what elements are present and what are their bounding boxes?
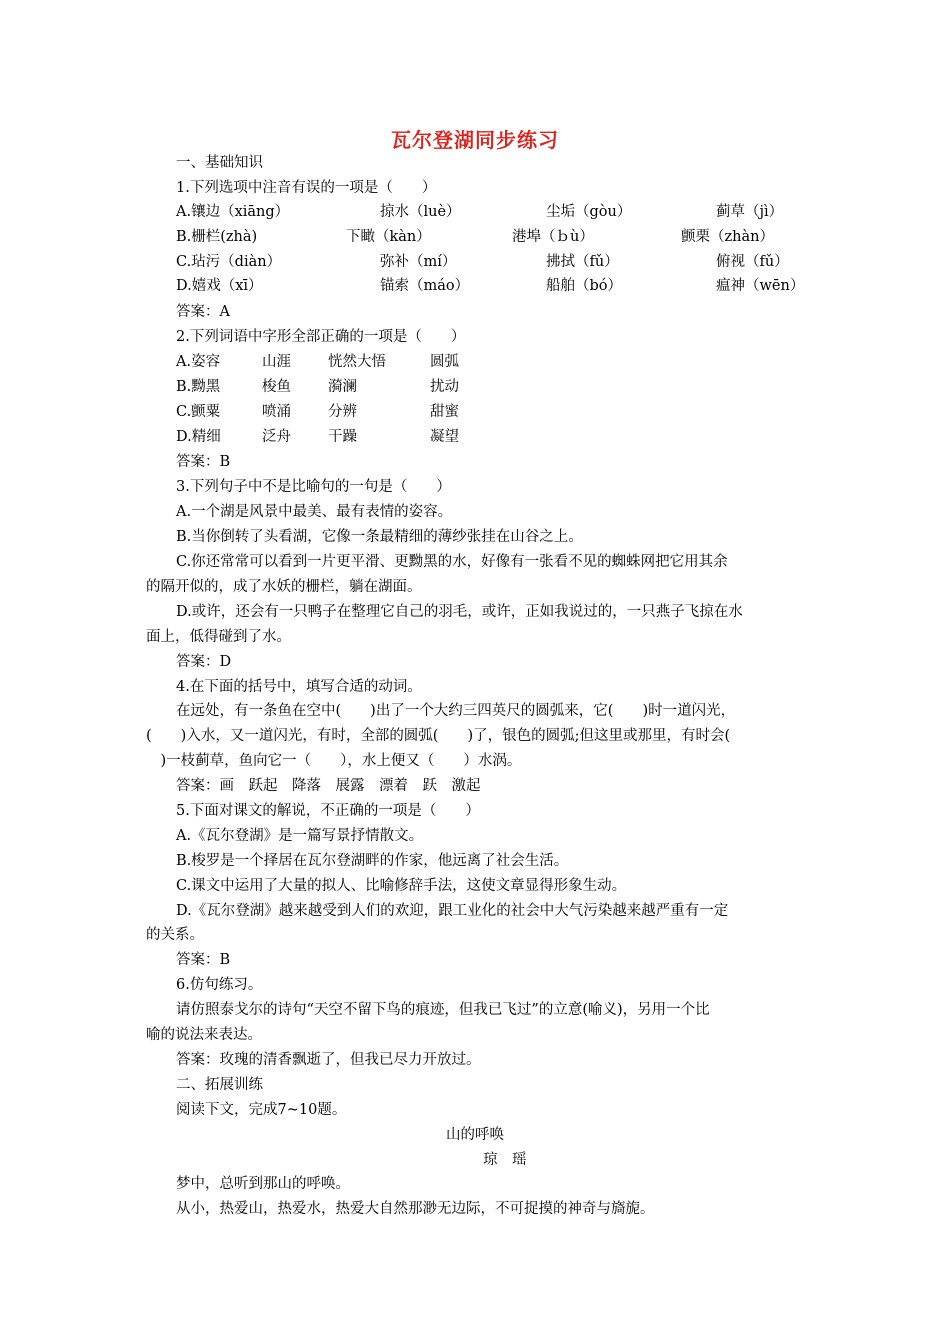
essay-paragraph-1: 梦中，总听到那山的呼唤。	[176, 1176, 350, 1192]
q1-option-c-1: C.玷污（diàn）	[176, 254, 282, 270]
question-2-answer: 答案：B	[176, 454, 231, 470]
q2-option-c-4: 甜蜜	[430, 404, 459, 420]
q5-option-b: B.梭罗是一个择居在瓦尔登湖畔的作家，他远离了社会生活。	[176, 853, 569, 869]
q2-option-a-1: A.姿容	[176, 354, 221, 370]
q3-option-d-line2: 面上，低得碰到了水。	[146, 629, 291, 645]
q2-option-a-2: 山涯	[262, 354, 291, 370]
q2-option-d-2: 泛舟	[262, 429, 291, 445]
question-3-answer: 答案：D	[176, 654, 232, 670]
q1-option-b-3: 港埠（ｂù）	[512, 229, 594, 245]
q5-option-d-line2: 的关系。	[146, 927, 204, 943]
q4-passage-line2: ( )入水，又一道闪光，有时，全部的圆弧( )了，银色的圆弧;但这里或那里，有时会(	[146, 728, 731, 744]
q1-option-c-4: 俯视（fǔ）	[716, 254, 789, 270]
q2-option-b-1: B.黝黑	[176, 379, 221, 395]
question-6-answer: 答案：玫瑰的清香飘逝了，但我已尽力开放过。	[176, 1052, 481, 1068]
q2-option-c-1: C.颤粟	[176, 404, 221, 420]
q1-option-a-1: A.镶边（xiāng）	[176, 204, 290, 220]
question-4-stem: 4.在下面的括号中，填写合适的动词。	[176, 679, 422, 695]
q4-passage-line1: 在远处，有一条鱼在空中( )出了一个大约三四英尺的圆弧来，它( )时一道闪光，	[176, 703, 736, 719]
q6-prompt-line1: 请仿照泰戈尔的诗句“天空不留下鸟的痕迹，但我已飞过”的立意(喻义)，另用一个比	[176, 1002, 710, 1018]
q2-option-b-2: 梭鱼	[262, 379, 291, 395]
q2-option-d-3: 干躁	[328, 429, 357, 445]
q1-option-c-2: 弥补（mí）	[380, 254, 457, 270]
q1-option-d-4: 瘟神（wēn）	[716, 278, 805, 294]
q2-option-d-1: D.精细	[176, 429, 221, 445]
q2-option-d-4: 凝望	[430, 429, 459, 445]
q1-option-d-1: D.嬉戏（xī）	[176, 278, 263, 294]
question-3-stem: 3.下列句子中不是比喻句的一句是（ ）	[176, 479, 451, 495]
q1-option-a-4: 蓟草（jì）	[716, 204, 784, 220]
q2-option-a-3: 恍然大悟	[328, 354, 386, 370]
q3-option-d-line1: D.或许，还会有一只鸭子在整理它自己的羽毛，或许，正如我说过的，一只燕子飞掠在水	[176, 604, 743, 620]
essay-paragraph-2: 从小，热爱山，热爱水，热爱大自然那渺无边际，不可捉摸的神奇与旖旎。	[176, 1201, 655, 1217]
page-title: 瓦尔登湖同步练习	[391, 128, 559, 152]
q6-prompt-line2: 喻的说法来表达。	[146, 1027, 262, 1043]
q1-option-b-2: 下瞰（kàn）	[346, 229, 431, 245]
q1-option-a-2: 掠水（luè）	[380, 204, 461, 220]
q3-option-c-line2: 的隔开似的，成了水妖的栅栏，躺在湖面。	[146, 579, 422, 595]
q4-passage-line3: )一枝蓟草，鱼向它一（ ），水上便又（ ）水涡。	[146, 753, 522, 769]
q1-option-c-3: 拂拭（fǔ）	[546, 254, 619, 270]
q2-option-b-3: 漪澜	[328, 379, 357, 395]
q2-option-a-4: 圆弧	[430, 354, 459, 370]
essay-title: 山的呼唤	[446, 1127, 504, 1143]
question-4-answer: 答案：画 跃起 降落 展露 漂着 跃 激起	[176, 778, 481, 794]
question-5-answer: 答案：B	[176, 952, 231, 968]
section-heading-extension: 二、拓展训练	[176, 1077, 263, 1093]
reading-instruction: 阅读下文，完成7~10题。	[176, 1102, 347, 1118]
q5-option-d-line1: D.《瓦尔登湖》越来越受到人们的欢迎，跟工业化的社会中大气污染越来越严重有一定	[176, 903, 729, 919]
question-1-answer: 答案：A	[176, 304, 230, 320]
q1-option-d-2: 锚索（máo）	[380, 278, 470, 294]
q3-option-c-line1: C.你还常常可以看到一片更平滑、更黝黑的水，好像有一张看不见的蜘蛛网把它用其余	[176, 554, 728, 570]
q3-option-b: B.当你倒转了头看湖，它像一条最精细的薄纱张挂在山谷之上。	[176, 529, 583, 545]
essay-author: 琼 瑶	[483, 1152, 527, 1168]
q1-option-a-3: 尘垢（gòu）	[546, 204, 632, 220]
q1-option-d-3: 船舶（bó）	[546, 278, 623, 294]
q5-option-c: C.课文中运用了大量的拟人、比喻修辞手法，这使文章显得形象生动。	[176, 878, 627, 894]
q1-option-b-4: 颤栗（zhàn）	[681, 229, 774, 245]
q2-option-b-4: 扰动	[430, 379, 459, 395]
question-6-stem: 6.仿句练习。	[176, 977, 263, 993]
q2-option-c-3: 分辨	[328, 404, 357, 420]
question-2-stem: 2.下列词语中字形全部正确的一项是（ ）	[176, 329, 466, 345]
q1-option-b-1: B.栅栏(zhà)	[176, 229, 258, 245]
section-heading-basic: 一、基础知识	[176, 155, 263, 171]
q2-option-c-2: 喷涌	[262, 404, 291, 420]
q3-option-a: A.一个湖是风景中最美、最有表情的姿容。	[176, 504, 453, 520]
question-5-stem: 5.下面对课文的解说，不正确的一项是（ ）	[176, 803, 480, 819]
question-1-stem: 1.下列选项中注音有误的一项是（ ）	[176, 180, 437, 196]
q5-option-a: A.《瓦尔登湖》是一篇写景抒情散文。	[176, 828, 424, 844]
